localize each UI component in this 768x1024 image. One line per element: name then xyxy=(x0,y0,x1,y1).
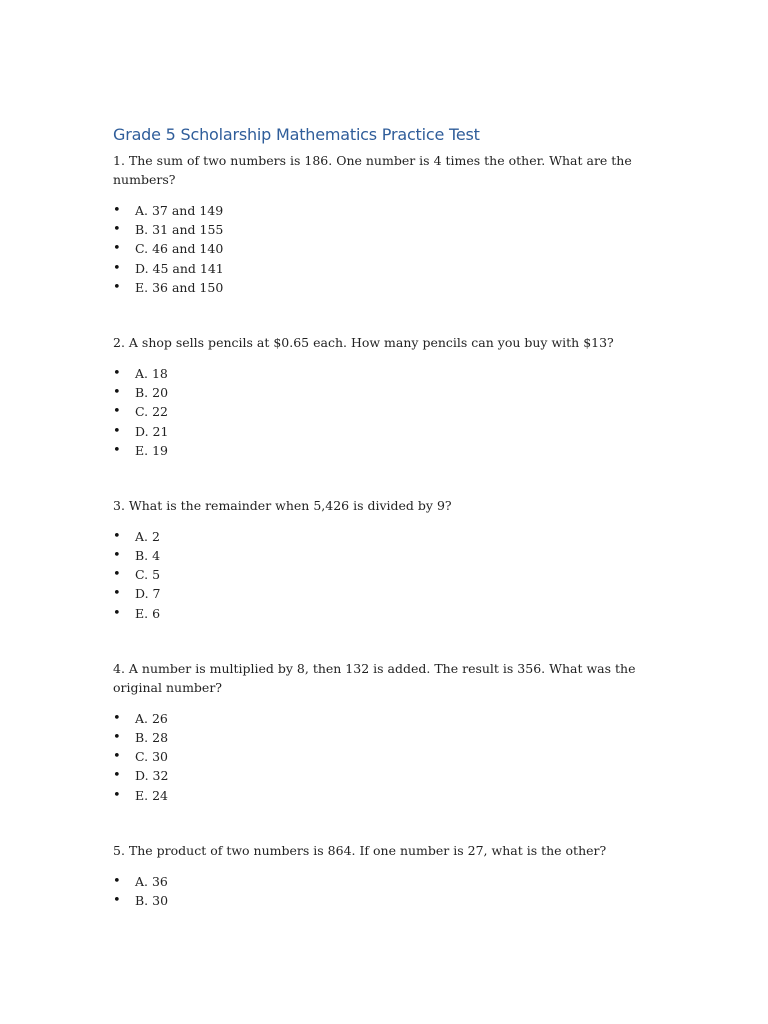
answer-choice-label: C. 22 xyxy=(135,404,168,420)
answer-choice xyxy=(113,709,658,728)
answer-choice xyxy=(113,364,658,383)
answer-choice-list xyxy=(113,201,658,297)
bullet-icon: • xyxy=(113,385,121,401)
question-block xyxy=(113,333,658,460)
bullet-icon: • xyxy=(113,873,121,889)
answer-choice-label: B. 20 xyxy=(135,385,169,401)
bullet-icon: • xyxy=(113,404,121,420)
answer-choice-label: D. 7 xyxy=(135,586,161,602)
question-block xyxy=(113,841,658,910)
bullet-icon: • xyxy=(113,787,121,803)
bullet-icon: • xyxy=(113,768,121,784)
bullet-icon: • xyxy=(113,567,121,583)
answer-choice xyxy=(113,891,658,910)
bullet-icon: • xyxy=(113,241,121,257)
answer-choice-label: D. 21 xyxy=(135,423,169,439)
answer-choice-label: C. 30 xyxy=(135,749,168,765)
answer-choice xyxy=(113,604,658,623)
bullet-icon: • xyxy=(113,423,121,439)
question-text: 1. The sum of two numbers is 186. One number is 4 times the other. What are the numbers? xyxy=(113,153,632,187)
question-text: 5. The product of two numbers is 864. If one number is 27, what is the other? xyxy=(113,842,607,858)
answer-choice xyxy=(113,728,658,747)
document-title: Grade 5 Scholarship Mathematics Practice Test xyxy=(113,125,480,144)
answer-choice xyxy=(113,383,658,402)
bullet-icon: • xyxy=(113,222,121,238)
answer-choice-label: D. 32 xyxy=(135,768,169,784)
question-text: 4. A number is multiplied by 8, then 132 is added. The result is 356. What was the original number? xyxy=(113,660,636,695)
bullet-icon: • xyxy=(113,442,121,458)
answer-choice-label: B. 4 xyxy=(135,548,161,564)
bullet-icon: • xyxy=(113,365,121,381)
answer-choice-label: A. 37 and 149 xyxy=(135,203,224,218)
bullet-icon: • xyxy=(113,203,121,218)
answer-choice-label: A. 26 xyxy=(135,710,168,726)
answer-choice-label: B. 31 and 155 xyxy=(135,222,224,238)
answer-choice-label: C. 5 xyxy=(135,567,161,583)
question-block xyxy=(113,496,658,623)
answer-choice xyxy=(113,441,658,460)
answer-choice-list xyxy=(113,364,658,460)
answer-choice-list xyxy=(113,709,658,805)
answer-choice xyxy=(113,565,658,584)
answer-choice xyxy=(113,278,658,297)
document-page xyxy=(113,124,658,946)
answer-choice xyxy=(113,527,658,546)
answer-choice-label: C. 46 and 140 xyxy=(135,241,224,257)
answer-choice xyxy=(113,872,658,891)
bullet-icon: • xyxy=(113,548,121,564)
question-list xyxy=(113,151,658,910)
bullet-icon: • xyxy=(113,528,121,544)
answer-choice xyxy=(113,239,658,258)
bullet-icon: • xyxy=(113,730,121,745)
answer-choice xyxy=(113,766,658,785)
answer-choice xyxy=(113,546,658,565)
answer-choice-label: B. 30 xyxy=(135,892,169,908)
answer-choice xyxy=(113,747,658,766)
bullet-icon: • xyxy=(113,710,121,726)
answer-choice xyxy=(113,259,658,278)
bullet-icon: • xyxy=(113,279,121,295)
answer-choice-label: A. 36 xyxy=(135,873,168,889)
answer-choice xyxy=(113,220,658,239)
answer-choice xyxy=(113,786,658,805)
answer-choice-label: B. 28 xyxy=(135,730,169,745)
answer-choice-label: E. 36 and 150 xyxy=(135,279,224,295)
answer-choice xyxy=(113,422,658,441)
answer-choice-list xyxy=(113,872,658,910)
bullet-icon: • xyxy=(113,605,121,621)
answer-choice xyxy=(113,584,658,603)
question-block xyxy=(113,659,658,805)
answer-choice-label: E. 6 xyxy=(135,605,161,621)
answer-choice-label: A. 2 xyxy=(135,528,160,544)
answer-choice-label: A. 18 xyxy=(135,365,168,381)
answer-choice-label: E. 19 xyxy=(135,442,168,458)
question-text: 2. A shop sells pencils at $0.65 each. How many pencils can you buy with $13? xyxy=(113,334,614,350)
answer-choice-label: E. 24 xyxy=(135,787,168,803)
answer-choice xyxy=(113,402,658,421)
answer-choice-label: D. 45 and 141 xyxy=(135,260,224,276)
question-block xyxy=(113,151,658,297)
bullet-icon: • xyxy=(113,586,121,602)
bullet-icon: • xyxy=(113,260,121,276)
bullet-icon: • xyxy=(113,749,121,765)
answer-choice-list xyxy=(113,527,658,623)
question-text: 3. What is the remainder when 5,426 is divided by 9? xyxy=(113,497,452,513)
answer-choice xyxy=(113,201,658,220)
bullet-icon: • xyxy=(113,892,121,908)
